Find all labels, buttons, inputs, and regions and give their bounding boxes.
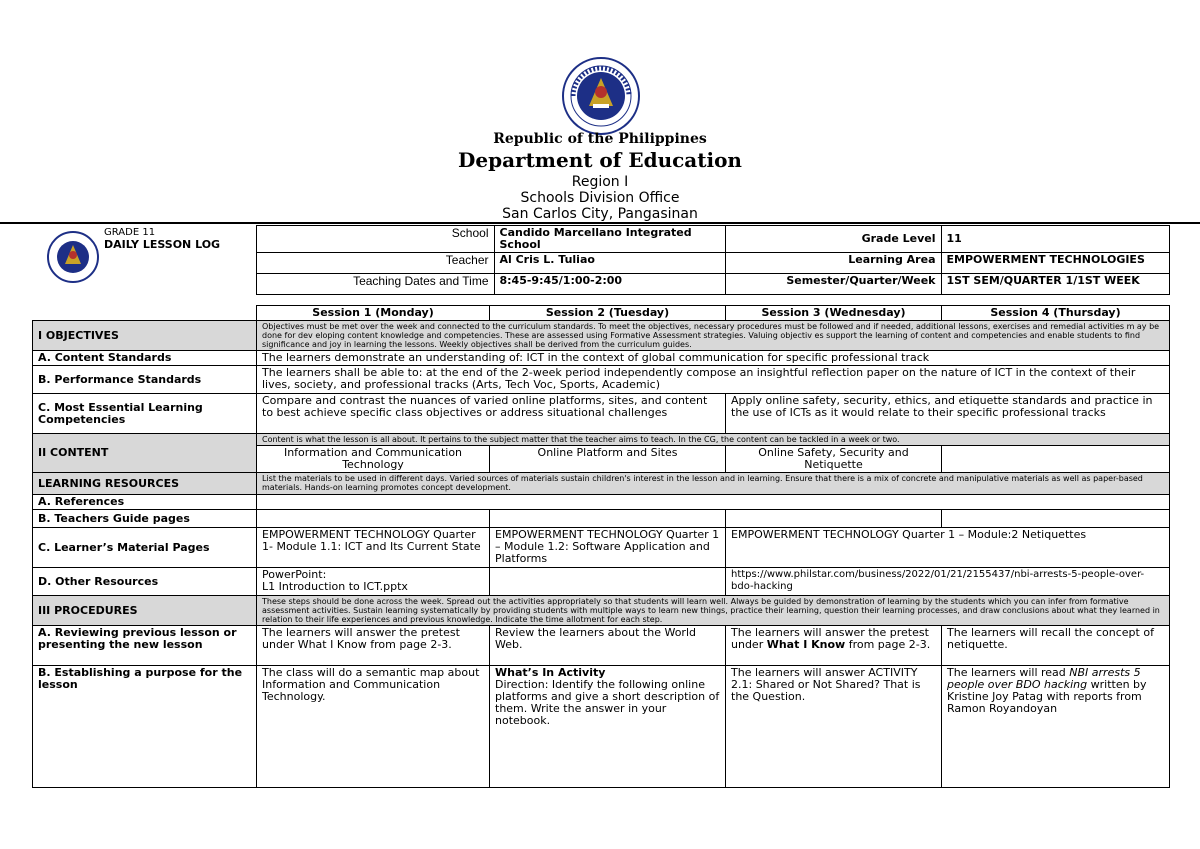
- region-heading: Region I: [571, 174, 629, 190]
- whats-in-activity-title: What’s In Activity: [495, 666, 606, 679]
- procedure-a-session-1: The learners will answer the pretest under What I Know from page 2-3.: [257, 626, 490, 666]
- tg-session-3: [726, 510, 942, 528]
- content-label: II CONTENT: [33, 434, 257, 473]
- content-session-3: Online Safety, Security and Netiquette: [726, 446, 942, 473]
- procedures-note: These steps should be done across the week. Spread out the activities appropriately so that students will learn well. Always be guided by demonstration of learning by the students which you can infer from formative assessment activities. Sustain learning systematically by providing students with multiple ways to learn new things, practice their learning, question their learning processes, and draw conclusions about what they learned in relation to their life experiences and previous knowledge. Indicate the time allotment for each step.: [257, 596, 1170, 626]
- lm-session-1: EMPOWERMENT TECHNOLOGY Quarter 1- Module 1.1: ICT and Its Current State: [257, 528, 490, 568]
- performance-standards-value: The learners shall be able to: at the end of the 2-week period independently compose an insightful reflection paper on the nature of ICT in the context of their lives, society, and professional tracks (Arts, Tech Voc, Sports, Academic): [257, 366, 1170, 394]
- grade-label: GRADE 11: [104, 226, 156, 238]
- whats-in-activity-direction: Direction: Identify the following online platforms and give a short description of them. Write the answer in your notebook.: [495, 678, 720, 727]
- department-heading: Department of Education: [458, 148, 742, 172]
- procedure-b-session-4: [942, 666, 1170, 788]
- semester-value: 1ST SEM/QUARTER 1/1ST WEEK: [941, 274, 1169, 295]
- content-standards-value: The learners demonstrate an understanding of: ICT in the context of global communication for specific professional track: [257, 351, 1170, 366]
- division-heading: Schools Division Office: [520, 190, 680, 206]
- procedure-b-session-1: The class will do a semantic map about Information and Communication Technology.: [257, 666, 490, 788]
- content-session-2: Online Platform and Sites: [490, 446, 726, 473]
- learners-material-label: C. Learner’s Material Pages: [33, 528, 257, 568]
- procedure-a-session-3: [726, 626, 942, 666]
- log-title-cell: [32, 226, 256, 295]
- republic-heading: Republic of the Philippines: [493, 131, 707, 147]
- procedure-b-s4-italic: NBI arrests 5 people over BDO hacking: [947, 666, 1141, 691]
- teacher-label: Teacher: [256, 253, 494, 274]
- learning-resources-label: LEARNING RESOURCES: [33, 473, 257, 495]
- small-deped-seal-icon: [46, 230, 100, 284]
- grade-level-label: Grade Level: [725, 226, 941, 253]
- lm-sessions-3-4: EMPOWERMENT TECHNOLOGY Quarter 1 – Module:2 Netiquettes: [726, 528, 1170, 568]
- objectives-label: I OBJECTIVES: [33, 321, 257, 351]
- lm-session-2: EMPOWERMENT TECHNOLOGY Quarter 1 – Module 1.2: Software Application and Platforms: [490, 528, 726, 568]
- references-label: A. References: [33, 495, 257, 510]
- procedure-a-s3-post: from page 2-3.: [845, 638, 931, 651]
- procedure-a-label: A. Reviewing previous lesson or presenting the new lesson: [33, 626, 257, 666]
- procedure-a-session-2: Review the learners about the World Web.: [490, 626, 726, 666]
- session-1-header: Session 1 (Monday): [257, 306, 490, 321]
- procedures-label: III PROCEDURES: [33, 596, 257, 626]
- session-2-header: Session 2 (Tuesday): [490, 306, 726, 321]
- other-resources-session-2: [490, 568, 726, 596]
- other-resources-file: L1 Introduction to ICT.pptx: [262, 580, 408, 593]
- teacher-value: Al Cris L. Tuliao: [494, 253, 725, 274]
- teaching-dates-value: 8:45-9:45/1:00-2:00: [494, 274, 725, 295]
- other-resources-label: D. Other Resources: [33, 568, 257, 596]
- learning-area-label: Learning Area: [725, 253, 941, 274]
- content-session-4: [942, 446, 1170, 473]
- melc-sessions-3-4: Apply online safety, security, ethics, and etiquette standards and practice in the use of ICTs as it would relate to their specific professional tracks: [726, 394, 1170, 434]
- procedure-a-s3-pre: The learners will answer the pretest under: [731, 626, 929, 651]
- procedure-b-session-2: [490, 666, 726, 788]
- performance-standards-label: B. Performance Standards: [33, 366, 257, 394]
- teachers-guide-label: B. Teachers Guide pages: [33, 510, 257, 528]
- session-4-header: Session 4 (Thursday): [942, 306, 1170, 321]
- semester-label: Semester/Quarter/Week: [725, 274, 941, 295]
- references-value: [257, 495, 1170, 510]
- grade-level-value: 11: [941, 226, 1169, 253]
- content-session-1: Information and Communication Technology: [257, 446, 490, 473]
- city-heading: San Carlos City, Pangasinan: [502, 206, 698, 222]
- procedure-b-s4-post: written by Kristine Joy Patag with reports from Ramon Royandoyan: [947, 678, 1147, 715]
- procedure-a-s3-bold: What I Know: [766, 638, 846, 651]
- deped-seal-icon: [561, 56, 641, 136]
- melc-label: C. Most Essential Learning Competencies: [33, 394, 257, 434]
- teaching-dates-label: Teaching Dates and Time: [256, 274, 494, 295]
- tg-session-4: [942, 510, 1170, 528]
- other-resources-link[interactable]: https://www.philstar.com/business/2022/01/21/2155437/nbi-arrests-5-people-over-bdo-hacking: [726, 568, 1170, 596]
- content-standards-label: A. Content Standards: [33, 351, 257, 366]
- other-resources-type: PowerPoint:: [262, 568, 327, 581]
- other-resources-session-1: [257, 568, 490, 596]
- content-note: Content is what the lesson is all about. It pertains to the subject matter that the teacher aims to teach. In the CG, the content can be tackled in a week or two.: [257, 434, 1170, 446]
- learning-area-value: EMPOWERMENT TECHNOLOGIES: [941, 253, 1169, 274]
- tg-session-1: [257, 510, 490, 528]
- procedure-b-label: B. Establishing a purpose for the lesson: [33, 666, 257, 788]
- header-divider: [0, 222, 1200, 224]
- daily-lesson-log-title: DAILY LESSON LOG: [104, 237, 221, 251]
- objectives-note: Objectives must be met over the week and connected to the curriculum standards. To meet the objectives, necessary procedures must be followed and if needed, additional lessons, exercises and remedial activities m ay be done for dev eloping content knowledge and competencies. These are assessed using Formative Assessment strategies. Valuing objectiv es support the learning of content and competencies and enable students to find significance and joy in learning the lessons. Weekly objectives shall be derived from the curriculum guides.: [257, 321, 1170, 351]
- lesson-log-info-table: [32, 225, 1170, 295]
- blank-corner: [33, 306, 257, 321]
- procedure-b-s4-pre: The learners will read: [947, 666, 1070, 679]
- school-value: Candido Marcellano Integrated School: [494, 226, 725, 253]
- procedure-a-session-4: The learners will recall the concept of netiquette.: [942, 626, 1170, 666]
- school-label: School: [256, 226, 494, 253]
- learning-resources-note: List the materials to be used in different days. Varied sources of materials sustain children's interest in the lesson and in learning. Ensure that there is a mix of concrete and manipulative materials as well as paper-based materials. Hands-on learning promotes concept development.: [257, 473, 1170, 495]
- procedure-b-session-3: The learners will answer ACTIVITY 2.1: Shared or Not Shared? That is the Question.: [726, 666, 942, 788]
- daily-lesson-log-table: [32, 305, 1170, 788]
- melc-sessions-1-2: Compare and contrast the nuances of varied online platforms, sites, and content to best achieve specific class objectives or address situational challenges: [257, 394, 726, 434]
- tg-session-2: [490, 510, 726, 528]
- session-3-header: Session 3 (Wednesday): [726, 306, 942, 321]
